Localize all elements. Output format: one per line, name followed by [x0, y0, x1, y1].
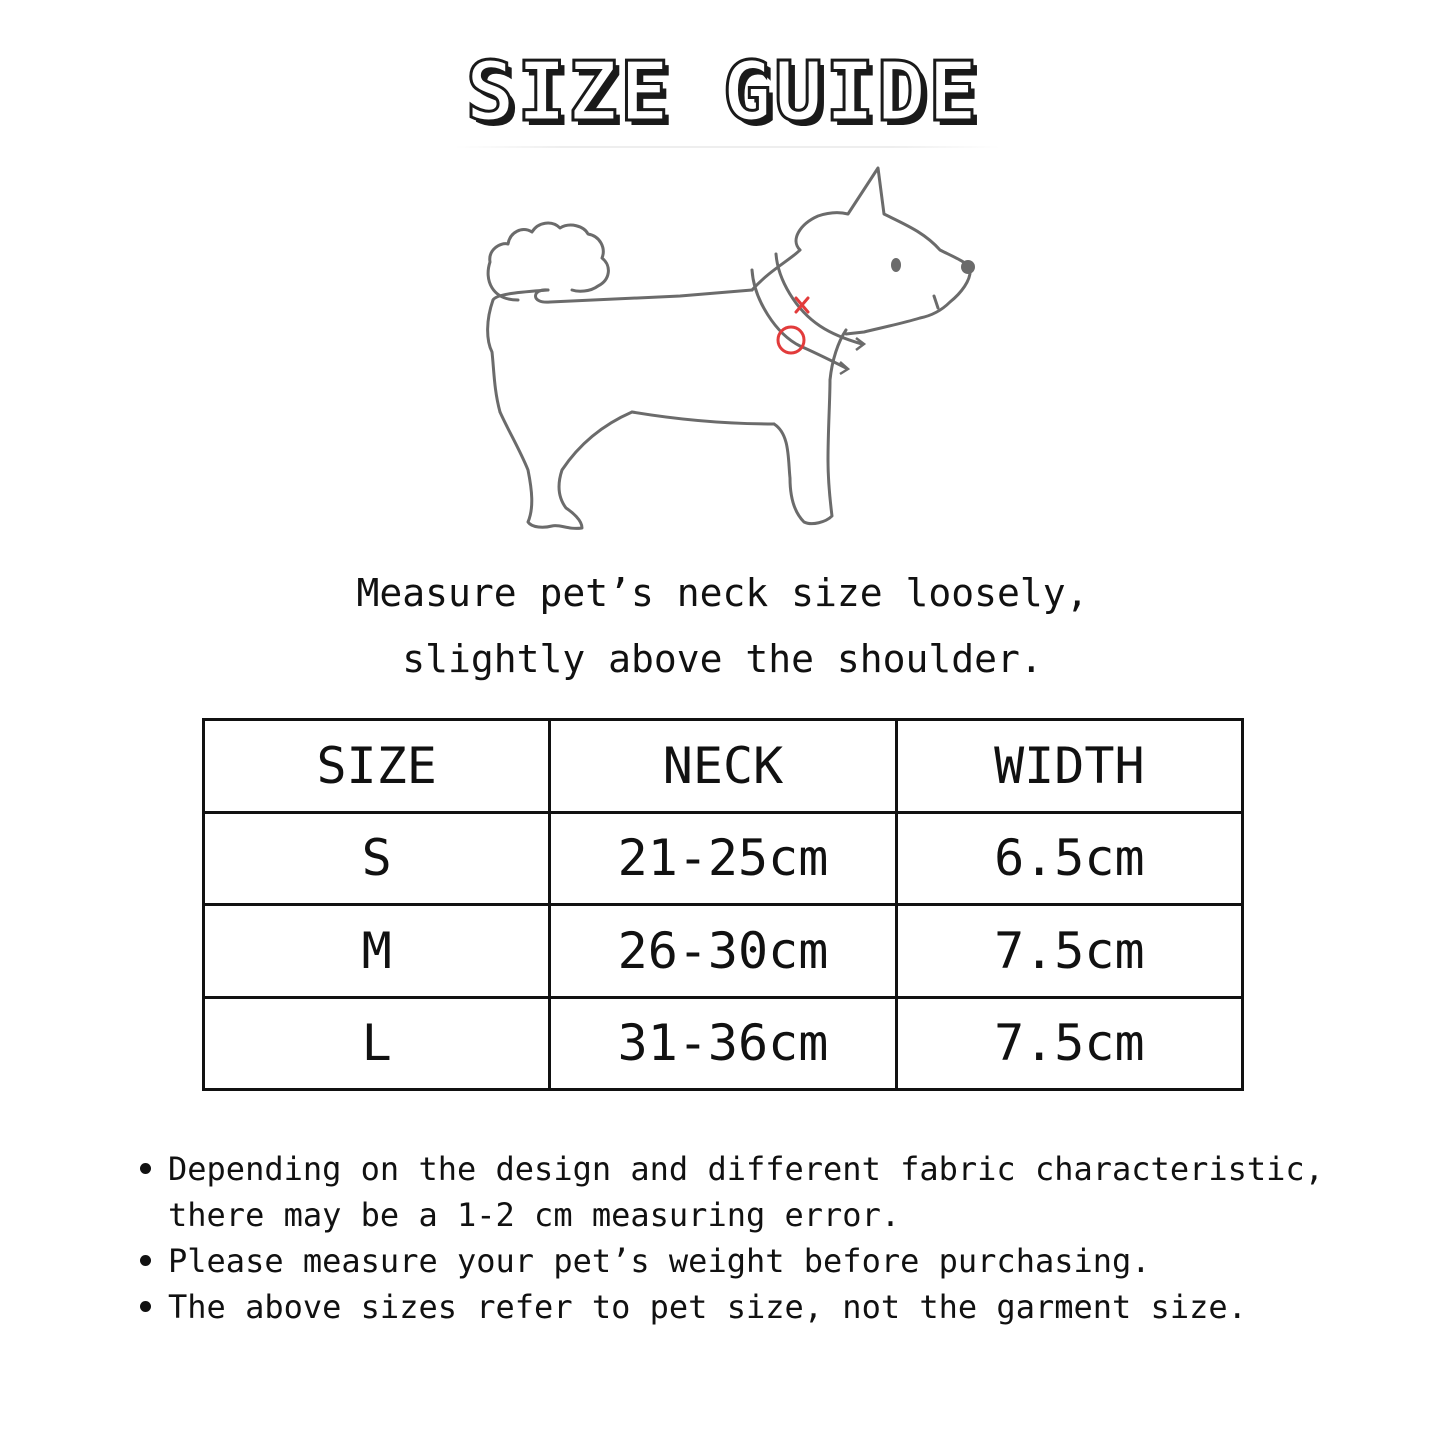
note-text: Please measure your pet’s weight before purchasing. — [168, 1242, 1151, 1280]
table-header-row — [204, 720, 1243, 813]
bullet-icon — [140, 1163, 151, 1174]
page-title: SIZE GUIDE — [465, 45, 980, 140]
cell-neck: 21-25cm — [550, 812, 896, 905]
cell-width: 7.5cm — [896, 997, 1242, 1090]
notes-list — [140, 1146, 1370, 1330]
header-size: SIZE — [204, 720, 550, 813]
table-row — [204, 997, 1243, 1090]
table-row — [204, 812, 1243, 905]
list-item — [140, 1146, 1370, 1238]
cell-neck: 26-30cm — [550, 905, 896, 998]
note-text: Depending on the design and different fabric characteristic, there may be a 1-2 cm measuring error. — [168, 1150, 1324, 1234]
table-row — [204, 905, 1243, 998]
header-neck: NECK — [550, 720, 896, 813]
bullet-icon — [140, 1301, 151, 1312]
instruction-line-2: slightly above the shoulder. — [402, 637, 1043, 681]
cell-width: 7.5cm — [896, 905, 1242, 998]
instruction-line-1: Measure pet’s neck size loosely, — [356, 571, 1089, 615]
cell-size: S — [204, 812, 550, 905]
list-item — [140, 1238, 1370, 1284]
cell-size: M — [204, 905, 550, 998]
note-text: The above sizes refer to pet size, not the garment size. — [168, 1288, 1247, 1326]
measurement-instruction — [0, 560, 1445, 692]
cell-neck: 31-36cm — [550, 997, 896, 1090]
list-item — [140, 1284, 1370, 1330]
cell-width: 6.5cm — [896, 812, 1242, 905]
size-table — [202, 718, 1244, 1091]
header-width: WIDTH — [896, 720, 1242, 813]
cell-size: L — [204, 997, 550, 1090]
title-divider — [455, 146, 1000, 148]
dog-outline-icon — [470, 160, 990, 540]
bullet-icon — [140, 1255, 151, 1266]
